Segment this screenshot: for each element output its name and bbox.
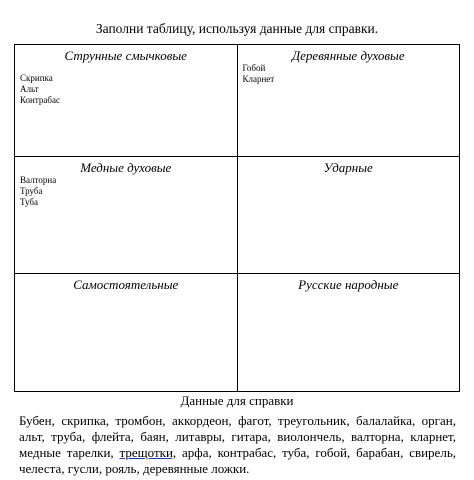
cell-russian-folk[interactable] bbox=[237, 274, 460, 392]
cell-heading: Самостоятельные bbox=[73, 277, 179, 292]
page-title: Заполни таблицу, используя данные для справки. bbox=[95, 21, 379, 36]
cell-item: Гобой bbox=[242, 63, 266, 73]
cell-heading: Медные духовые bbox=[80, 160, 172, 175]
cell-item: Туба bbox=[20, 197, 39, 207]
reference-paragraph bbox=[19, 413, 456, 477]
cell-item: Альт bbox=[20, 84, 39, 94]
cell-item: Валторна bbox=[20, 175, 57, 185]
cell-heading: Деревянные духовые bbox=[291, 48, 405, 63]
cell-item: Кларнет bbox=[242, 74, 275, 84]
cell-item: Скрипка bbox=[20, 73, 53, 83]
cell-brass[interactable] bbox=[15, 157, 238, 274]
reference-text: арфа, контрабас, туба, гобой, барабан, свирель, челеста, гусли, рояль, деревянные ложки. bbox=[19, 445, 456, 476]
cell-strings[interactable] bbox=[15, 45, 238, 157]
cell-solo[interactable] bbox=[15, 274, 238, 392]
reference-underlined-word: трещотки, bbox=[119, 445, 177, 460]
cell-heading: Ударные bbox=[323, 160, 373, 175]
cell-item: Труба bbox=[20, 186, 43, 196]
cell-percussion[interactable] bbox=[237, 157, 460, 274]
reference-heading: Данные для справки bbox=[180, 393, 294, 408]
cell-item: Контрабас bbox=[20, 95, 60, 105]
cell-heading: Струнные смычковые bbox=[64, 48, 187, 63]
reference-text: Бубен, скрипка, тромбон, аккордеон, фагот, треугольник, балалайка, орган, альт, труба, флейта, баян, литавры, гитара, виолончель, валторна, кларнет, медные тарелки, bbox=[19, 413, 456, 460]
instrument-table bbox=[14, 44, 460, 392]
cell-heading: Русские народные bbox=[298, 277, 399, 292]
cell-woodwinds[interactable] bbox=[237, 45, 460, 157]
